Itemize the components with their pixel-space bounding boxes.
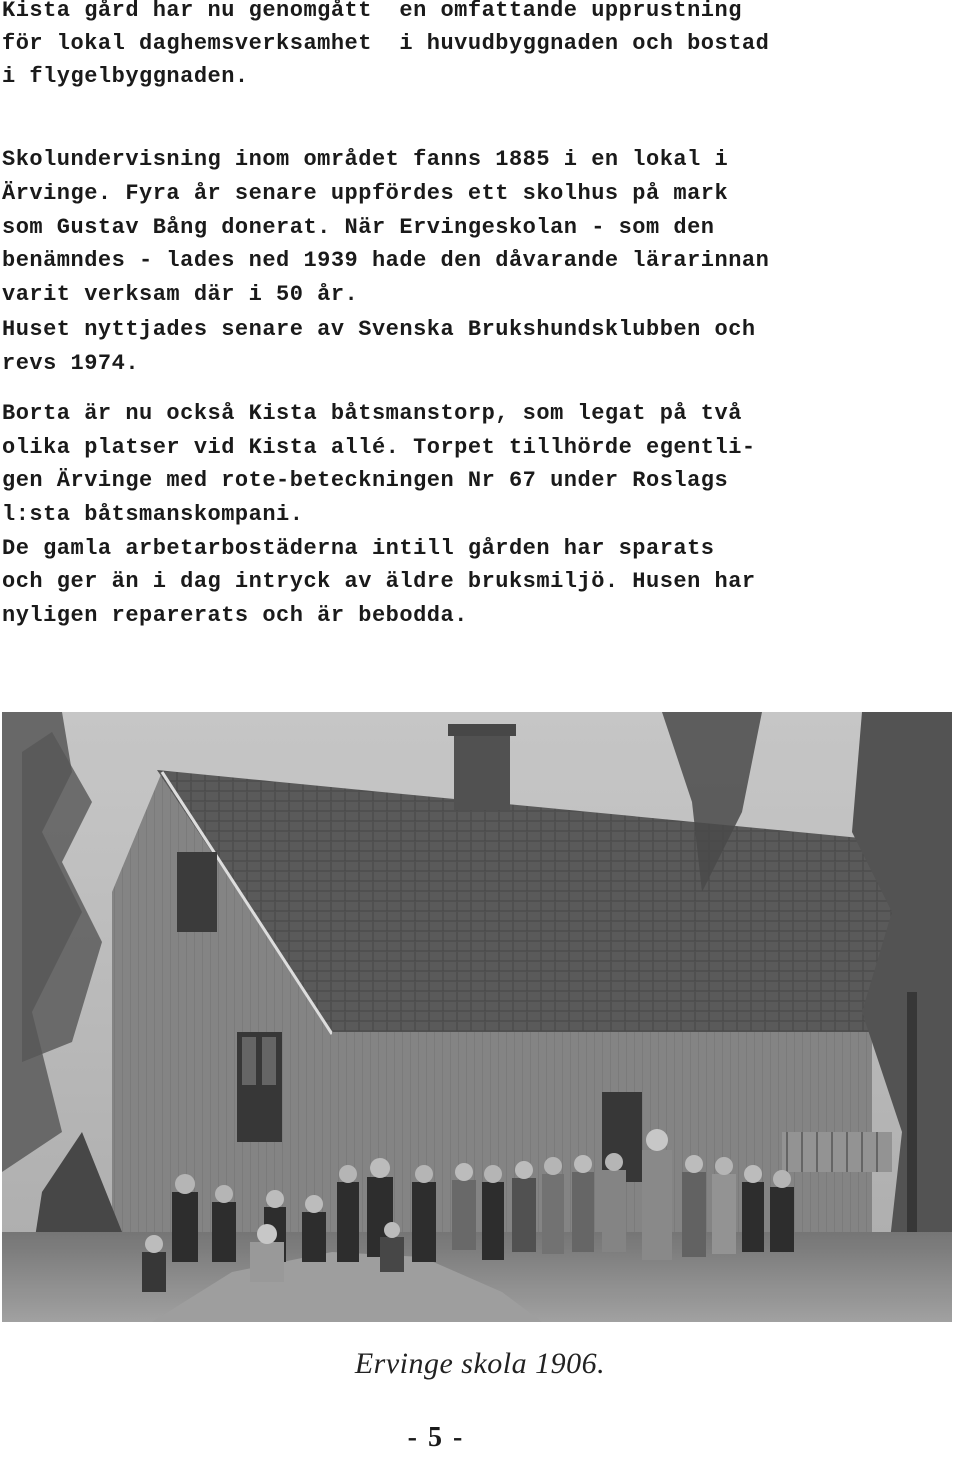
text-line: i flygelbyggnaden. bbox=[2, 64, 249, 89]
school-photo bbox=[2, 712, 952, 1322]
text-line: Huset nyttjades senare av Svenska Brukshundsklubben och bbox=[2, 317, 756, 342]
text-line: varit verksam där i 50 år. bbox=[2, 282, 359, 307]
text-line: Kista gård har nu genomgått en omfattande upprustning bbox=[2, 0, 742, 23]
text-line: och ger än i dag intryck av äldre bruksmiljö. Husen har bbox=[2, 569, 756, 594]
page-number: - 5 - bbox=[407, 1422, 465, 1453]
text-line: som Gustav Bång donerat. När Ervingeskolan - som den bbox=[2, 215, 715, 240]
text-line: olika platser vid Kista allé. Torpet tillhörde egentli- bbox=[2, 435, 756, 460]
text-line: l:sta båtsmanskompani. bbox=[2, 502, 304, 527]
text-line: De gamla arbetarbostäderna intill gården har sparats bbox=[2, 536, 715, 561]
text-line: nyligen reparerats och är bebodda. bbox=[2, 603, 468, 628]
text-line: Borta är nu också Kista båtsmanstorp, som legat på två bbox=[2, 401, 742, 426]
text-line: Ärvinge. Fyra år senare uppfördes ett skolhus på mark bbox=[2, 181, 729, 206]
text-line: revs 1974. bbox=[2, 351, 140, 376]
text-line: för lokal daghemsverksamhet i huvudbyggnaden och bostad bbox=[2, 31, 770, 56]
text-line: Skolundervisning inom området fanns 1885 i en lokal i bbox=[2, 147, 729, 172]
text-line: benämndes - lades ned 1939 hade den dåvarande lärarinnan bbox=[2, 248, 770, 273]
text-line: gen Ärvinge med rote-beteckningen Nr 67 under Roslags bbox=[2, 468, 729, 493]
photo-caption: Ervinge skola 1906. bbox=[354, 1347, 606, 1380]
